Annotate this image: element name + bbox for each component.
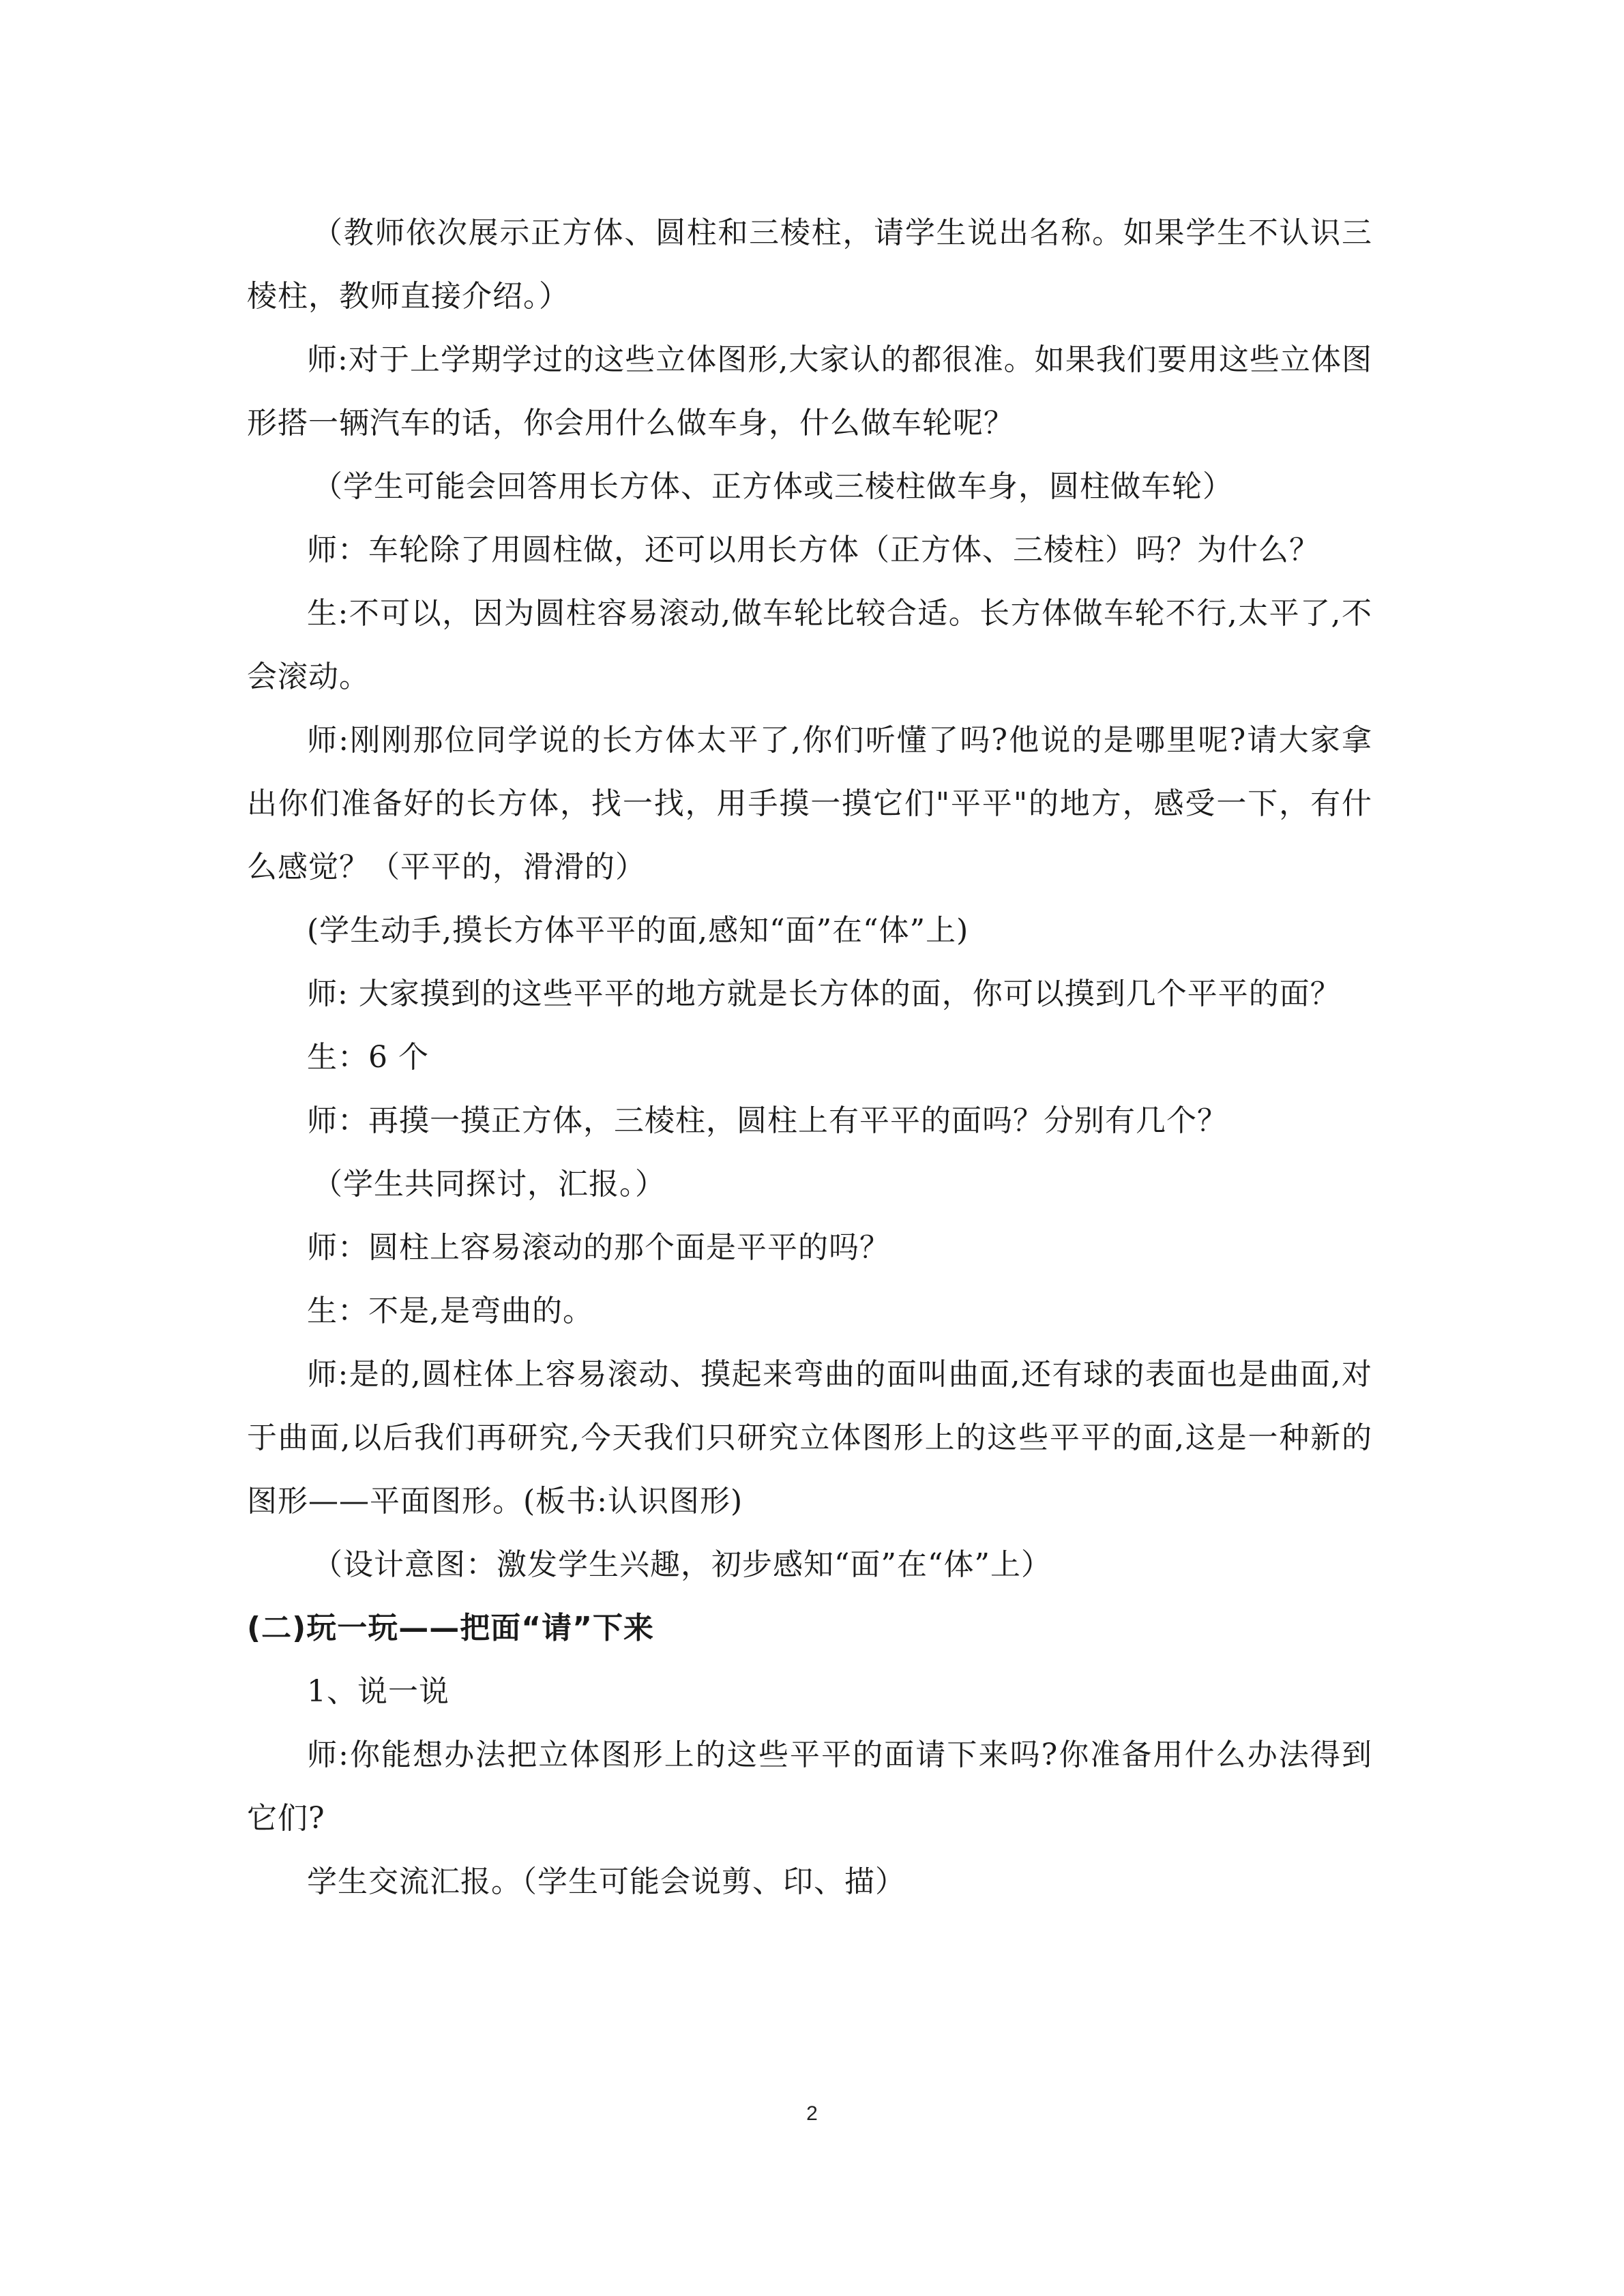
- paragraph: （设计意图：激发学生兴趣，初步感知“面”在“体”上）: [312, 1547, 1052, 1582]
- paragraph: 师:你能想办法把立体图形上的这些平平的面请下来吗?你准备用什么办法得到它们?: [247, 1738, 1372, 1836]
- paragraph: 师：车轮除了用圆柱做，还可以用长方体（正方体、三棱柱）吗？为什么？: [307, 533, 1320, 567]
- paragraph: （学生可能会回答用长方体、正方体或三棱柱做车身，圆柱做车轮）: [312, 469, 1233, 504]
- paragraph: 生:不可以，因为圆柱容易滚动,做车轮比较合适。长方体做车轮不行,太平了,不会滚动。: [247, 596, 1372, 694]
- paragraph: （学生共同探讨，汇报。）: [312, 1167, 666, 1202]
- section-heading: (二)玩一玩——把面“请”下来: [247, 1611, 655, 1645]
- paragraph: 师:对于上学期学过的这些立体图形,大家认的都很准。如果我们要用这些立体图形搭一辆汽车的话，你会用什么做车身，什么做车轮呢？: [247, 342, 1372, 441]
- paragraph: 师: 大家摸到的这些平平的地方就是长方体的面，你可以摸到几个平平的面？: [307, 976, 1341, 1011]
- paragraph: 学生交流汇报。（学生可能会说剪、印、描）: [307, 1864, 906, 1899]
- page-number: 2: [806, 2102, 818, 2125]
- paragraph: 师：圆柱上容易滚动的那个面是平平的吗？: [307, 1230, 890, 1265]
- paragraph: 生：6 个: [307, 1040, 429, 1075]
- document-body: [247, 201, 1372, 1913]
- paragraph: 师:是的,圆柱体上容易滚动、摸起来弯曲的面叫曲面,还有球的表面也是曲面,对于曲面,以后我们再研究,今天我们只研究立体图形上的这些平平的面,这是一种新的图形——平面图形。(板书:认识图形): [247, 1357, 1372, 1519]
- paragraph: 1、说一说: [307, 1674, 449, 1709]
- paragraph: (学生动手,摸长方体平平的面,感知“面”在“体”上): [307, 913, 969, 948]
- paragraph: （教师依次展示正方体、圆柱和三棱柱，请学生说出名称。如果学生不认识三棱柱，教师直接介绍。）: [247, 215, 1372, 314]
- paragraph: 师:刚刚那位同学说的长方体太平了,你们听懂了吗?他说的是哪里呢?请大家拿出你们准备好的长方体，找一找，用手摸一摸它们"平平"的地方，感受一下，有什么感觉？（平平的，滑滑的）: [247, 723, 1372, 884]
- paragraph: 生：不是,是弯曲的。: [307, 1294, 593, 1328]
- paragraph: 师：再摸一摸正方体，三棱柱，圆柱上有平平的面吗？分别有几个？: [307, 1103, 1228, 1138]
